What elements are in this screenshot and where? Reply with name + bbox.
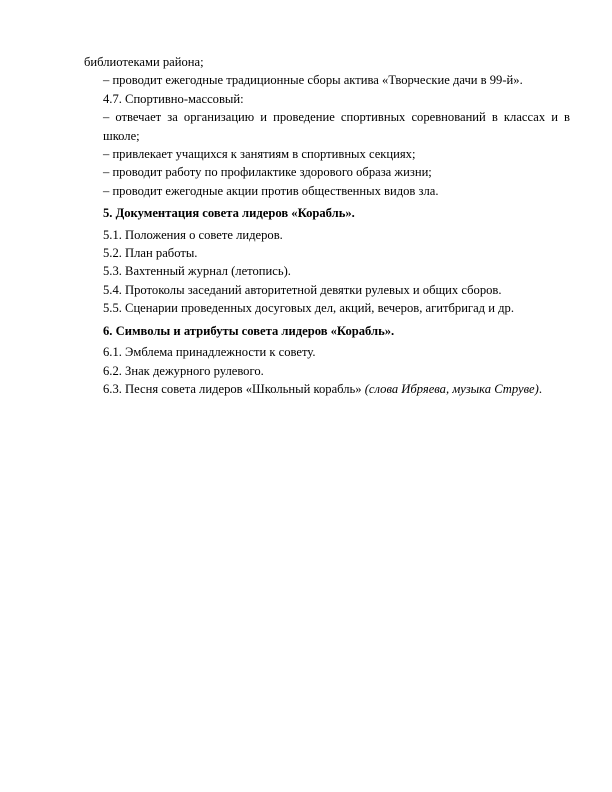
document-body — [84, 53, 570, 398]
section-6-song-item — [84, 380, 570, 398]
section-6-heading: 6. Символы и атрибуты совета лидеров «Корабль». — [103, 323, 395, 338]
song-period: . — [538, 381, 542, 396]
section-6-item: 6.1. Эмблема принадлежности к совету. — [103, 345, 316, 360]
section-5-item: 5.1. Положения о совете лидеров. — [103, 227, 283, 242]
section-5-item: 5.3. Вахтенный журнал (летопись). — [103, 264, 291, 279]
song-title-text: 6.3. Песня совета лидеров «Школьный корабль» — [103, 381, 362, 396]
section-5-heading: 5. Документация совета лидеров «Корабль». — [103, 206, 355, 221]
text-line: – проводит ежегодные традиционные сборы актива «Творческие дачи в 99-й». — [103, 73, 523, 88]
text-line: – привлекает учащихся к занятиям в спортивных секциях; — [103, 147, 416, 162]
section-5-item: 5.4. Протоколы заседаний авторитетной девятки рулевых и общих сборов. — [103, 282, 502, 297]
text-line: библиотеками района; — [84, 55, 204, 69]
section-6-item: 6.2. Знак дежурного рулевого. — [103, 363, 264, 378]
section-5-item: 5.5. Сценарии проведенных досуговых дел, акций, вечеров, агитбригад и др. — [103, 301, 514, 316]
text-line: – проводит ежегодные акции против общественных видов зла. — [103, 183, 439, 198]
text-line: – проводит работу по профилактике здорового образа жизни; — [103, 165, 432, 180]
song-credit-text: (слова Ибряева, музыка Струве) — [364, 381, 539, 396]
text-line: – отвечает за организацию и проведение спортивных соревнований в классах и в школе; — [103, 110, 570, 143]
text-line: 4.7. Спортивно-массовый: — [103, 91, 244, 106]
section-5-item: 5.2. План работы. — [103, 246, 198, 261]
